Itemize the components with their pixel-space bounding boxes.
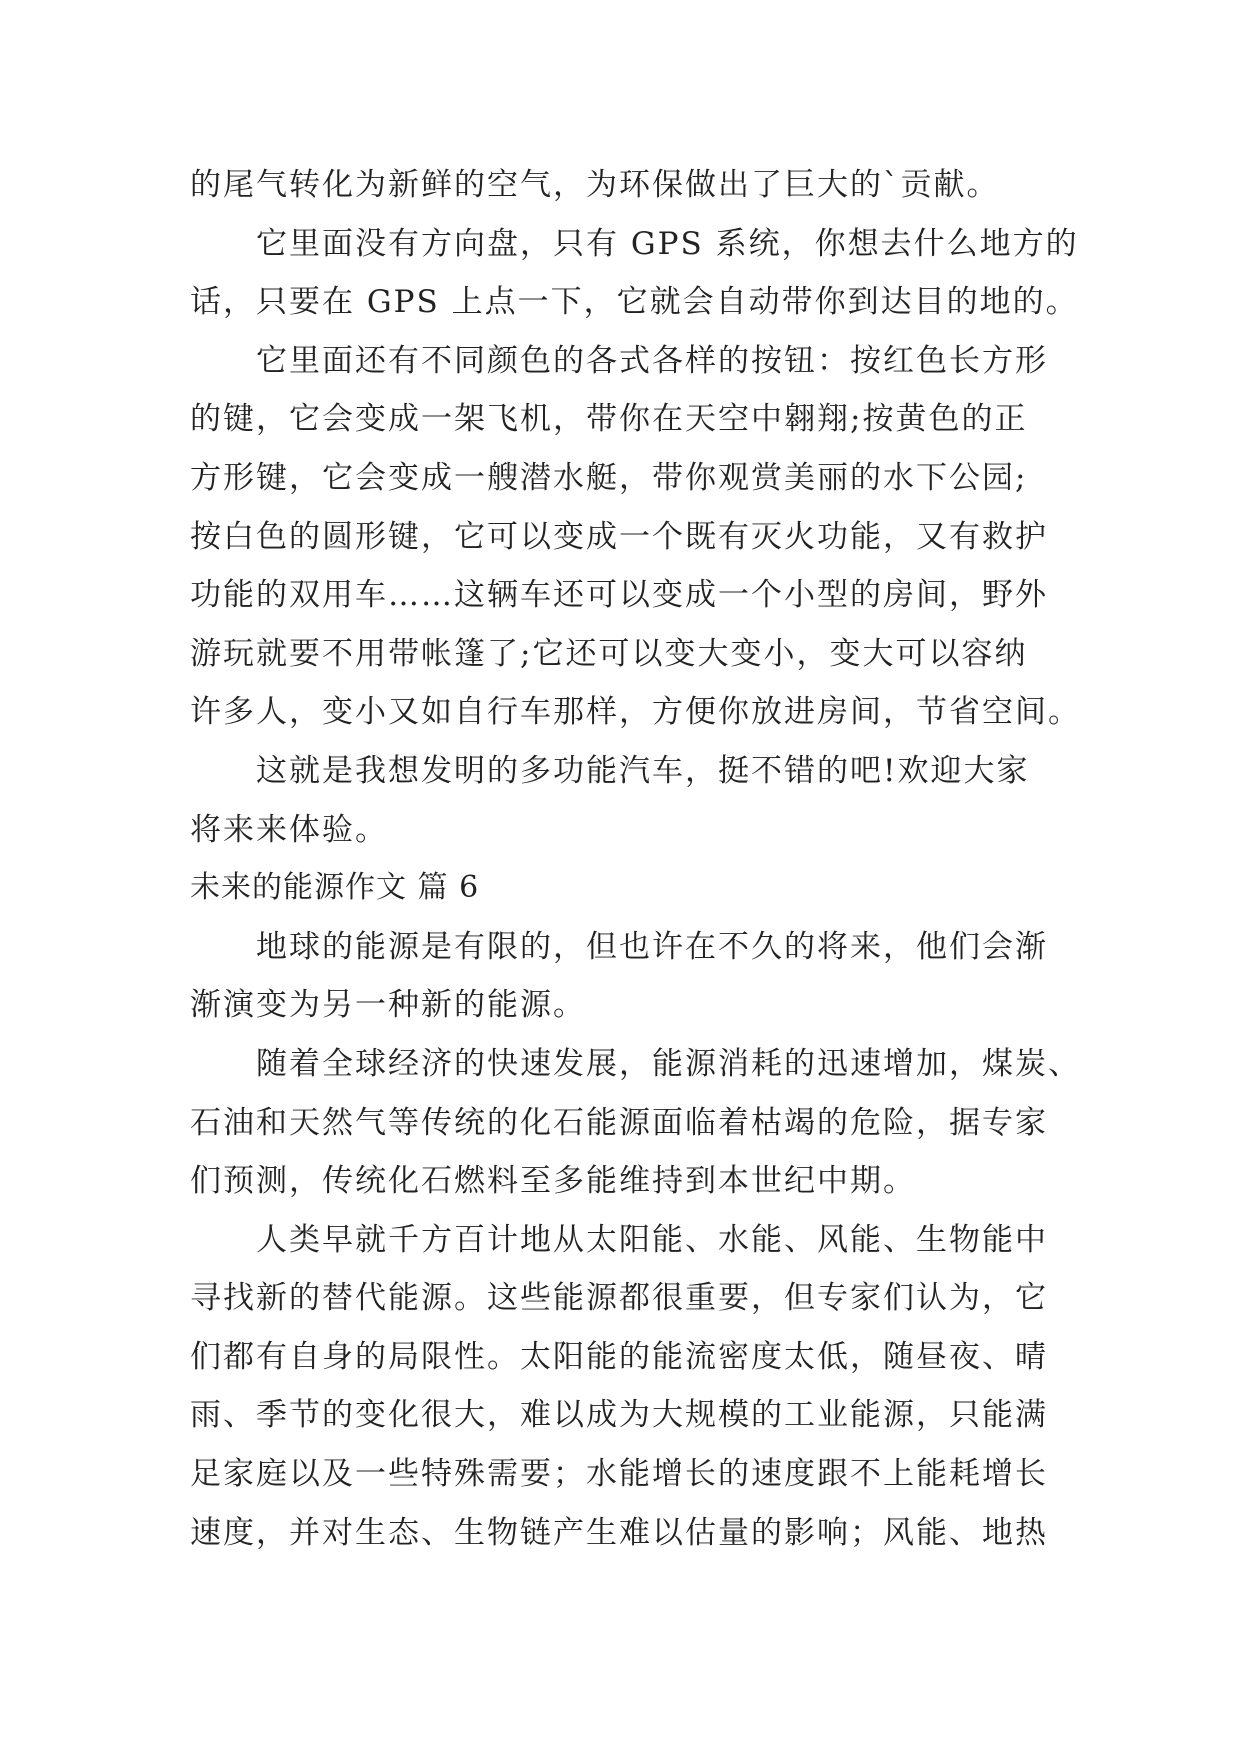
text-line: 的尾气转化为新鲜的空气，为环保做出了巨大的`贡献。 [190, 167, 1000, 203]
text-line: 方形键，它会变成一艘潜水艇，带你观赏美丽的水下公园; [190, 459, 1028, 496]
text-line: 的键，它会变成一架飞机，带你在天空中翱翔;按黄色的正 [190, 401, 1028, 438]
text-line: 足家庭以及一些特殊需要；水能增长的速度跟不上能耗增长 [190, 1456, 1048, 1493]
text-line: 们都有自身的局限性。太阳能的能流密度太低，随昼夜、晴 [190, 1338, 1048, 1375]
text-line: 渐演变为另一种新的能源。 [190, 987, 586, 1024]
text-line: 石油和天然气等传统的化石能源面临着枯竭的危险，据专家 [190, 1104, 1048, 1141]
text-line: 们预测，传统化石燃料至多能维持到本世纪中期。 [190, 1163, 916, 1200]
text-line: 速度，并对生态、生物链产生难以估量的影响；风能、地热 [190, 1514, 1048, 1551]
text-line: 它里面还有不同颜色的各式各样的按钮：按红色长方形 [256, 342, 1048, 379]
text-line: 游玩就要不用带帐篷了;它还可以变大变小，变大可以容纳 [190, 635, 1028, 672]
section-heading: 未来的能源作文 篇 6 [190, 870, 480, 906]
text-line: 随着全球经济的快速发展，能源消耗的迅速增加，煤炭、 [256, 1045, 1081, 1082]
text-line: 寻找新的替代能源。这些能源都很重要，但专家们认为，它 [190, 1280, 1048, 1317]
text-line: 话，只要在 GPS 上点一下，它就会自动带你到达目的地的。 [190, 284, 1079, 321]
text-line: 这就是我想发明的多功能汽车，挺不错的吧!欢迎大家 [256, 752, 1030, 789]
text-line: 雨、季节的变化很大，难以成为大规模的工业能源，只能满 [190, 1397, 1048, 1434]
document-page [190, 156, 1081, 1562]
text-line: 它里面没有方向盘，只有 GPS 系统，你想去什么地方的 [256, 225, 1079, 262]
text-line: 将来来体验。 [190, 811, 388, 848]
text-line: 人类早就千方百计地从太阳能、水能、风能、生物能中 [256, 1221, 1048, 1258]
text-line: 地球的能源是有限的，但也许在不久的将来，他们会渐 [256, 928, 1048, 965]
text-line: 功能的双用车……这辆车还可以变成一个小型的房间，野外 [190, 577, 1048, 614]
text-line: 许多人，变小又如自行车那样，方便你放进房间，节省空间。 [190, 694, 1081, 731]
text-line: 按白色的圆形键，它可以变成一个既有灭火功能，又有救护 [190, 518, 1048, 555]
